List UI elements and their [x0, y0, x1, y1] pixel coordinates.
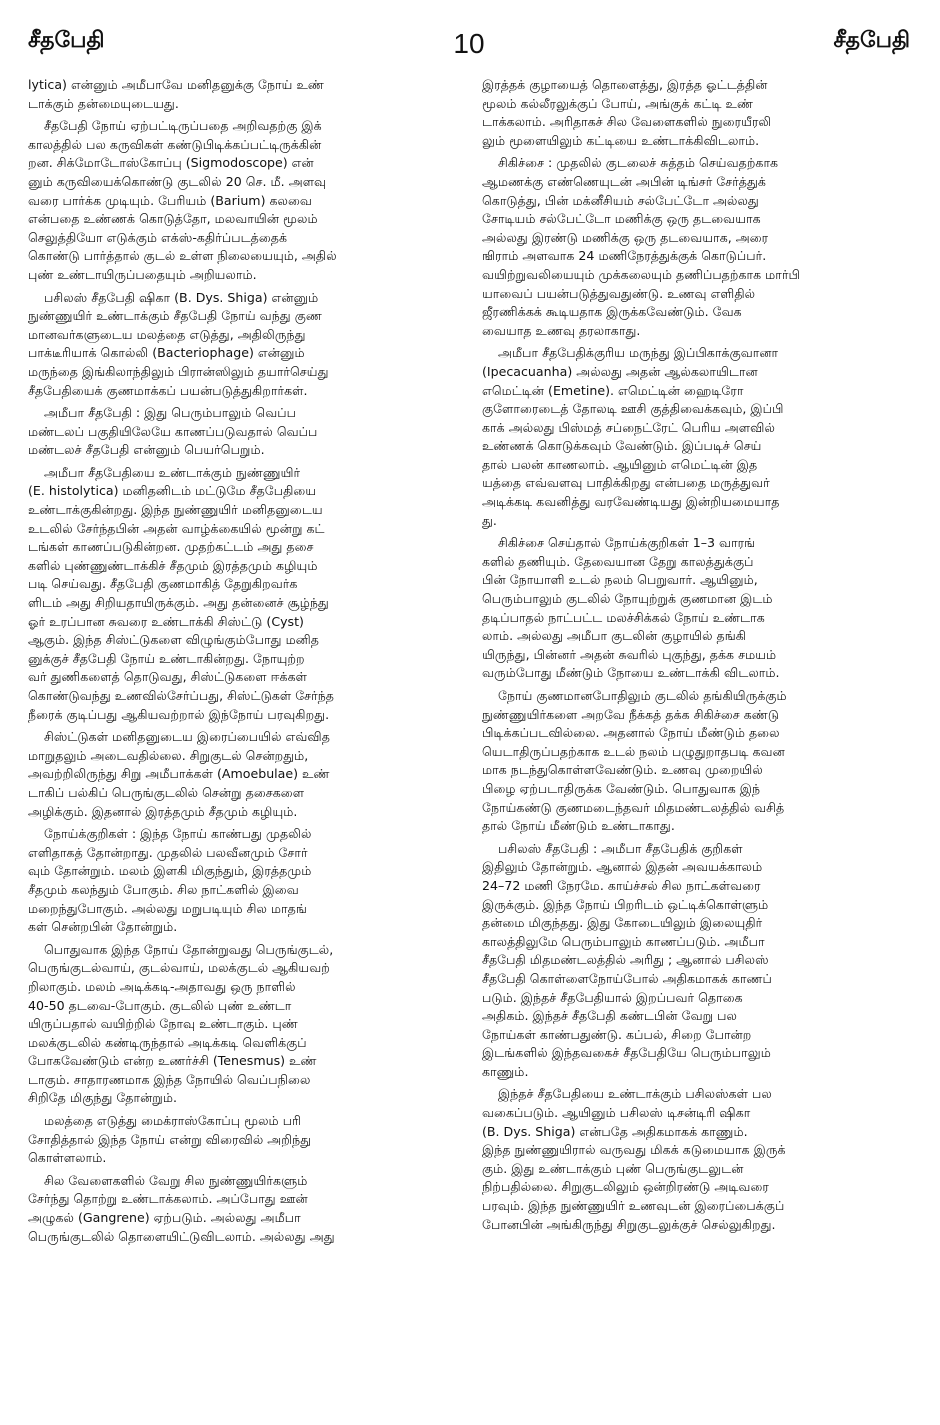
- text-line: பெருங்குடல்வாய், குடல்வாய், மலக்குடல் ஆகியவற்: [28, 960, 330, 976]
- paragraph: [28, 404, 456, 460]
- text-line: (B. Dys. Shiga) என்பதே அதிகமாகக் காணும்.: [482, 1123, 748, 1139]
- text-line: 24–72 மணி நேரமே. காய்ச்சல் சில நாட்கள்வரை: [482, 877, 761, 893]
- text-line: நோய்கண்டு குணமடைந்தவர் மிதமண்டலத்தில் வசித்: [482, 799, 785, 815]
- text-line: றிலாகும். மலம் அடிக்கடி-அதாவது ஒரு நாளில்: [28, 978, 296, 994]
- text-line: ஜீரணிக்கக் கூடியதாக இருக்கவேண்டும். வேக: [482, 304, 742, 320]
- text-line: லாம். அல்லது அமீபா குடலின் குழாயில் தங்கி: [482, 628, 747, 644]
- text-line: இரத்தக் குழாயைத் தொளைத்து, இரத்த ஓட்டத்தின்: [482, 77, 768, 92]
- running-head-right: சீதபேதி: [833, 28, 910, 53]
- paragraph: [482, 344, 910, 530]
- text-line: அமீபா சீதபேதிக்குரிய மருந்து இப்பிகாக்குவானா: [498, 345, 779, 361]
- paragraph: [28, 1172, 456, 1246]
- text-line: கொண்டுவந்து உணவில்சேர்ப்பது, சிஸ்ட்டுகள் சேர்ந்த: [28, 688, 335, 703]
- text-line: நுண்ணுயிர்களை அறவே நீக்கத் தக்க சிகிச்சை கண்டு: [482, 706, 780, 722]
- text-line: னும் கருவியைக்கொண்டு குடலில் 20 செ. மீ. அளவு: [28, 173, 327, 189]
- text-line: றன. சிக்மோடோஸ்கோப்பு (Sigmodoscope) என்: [28, 155, 314, 171]
- text-line: அழுகல் (Gangrene) ஏற்படும். அல்லது அமீபா: [28, 1210, 301, 1226]
- text-line: காக் அல்லது பிஸ்மத் சப்நைட்ரேட் பெரிய அளவில்: [482, 419, 775, 435]
- right-column: [482, 76, 910, 1238]
- text-line: மண்டலச் சீதபேதி என்னும் பெயர்பெறும்.: [28, 442, 265, 458]
- paragraph: [28, 117, 456, 284]
- text-line: வும் தோன்றும். மலம் இளகி மிகுந்தும், இரத்தமும்: [28, 863, 312, 879]
- text-line: மூலம் கல்லீரலுக்குப் போய், அங்குக் கட்டி உண்: [482, 95, 753, 111]
- text-line: நோய்க்குறிகள் : இந்த நோய் காண்பது முதலில்: [44, 826, 312, 842]
- text-line: யிருப்பதால் வயிற்றில் நோவு உண்டாகும். புண்: [28, 1016, 298, 1032]
- text-line: சீதபேதி நோய் ஏற்பட்டிருப்பதை அறிவதற்கு இக்: [44, 118, 322, 134]
- text-line: சிகிச்சை செய்தால் நோய்க்குறிகள் 1–3 வாரங்: [498, 535, 756, 551]
- paragraph: [28, 464, 456, 724]
- text-line: லும் மூளையிலும் கட்டியை உண்டாக்கிவிடலாம்.: [482, 132, 760, 148]
- text-line: வகைப்படும். ஆயினும் பசிலஸ் டிசன்டிரி ஷிகா: [482, 1105, 751, 1121]
- text-line: கொள்ளலாம்.: [28, 1150, 107, 1166]
- text-line: (Ipecacuanha) அல்லது அதன் ஆல்கலாயிடான: [482, 363, 758, 379]
- text-line: அடிக்கடி கவனித்து வரவேண்டியது இன்றியமையாத: [482, 494, 780, 510]
- text-line: என்பதை உண்ணக் கொடுத்தோ, மலவாயின் மூலம்: [28, 211, 318, 227]
- text-line: உடலில் சேர்ந்தபின் அதன் வாழ்க்கையில் மூன்று கட்: [28, 520, 325, 536]
- text-line: உண்டாக்குகின்றது. இந்த நுண்ணுயிர் மனிதனுடைய: [28, 502, 323, 518]
- text-line: நுண்ணுயிர் உண்டாக்கும் சீதபேதி நோய் வந்து குண: [28, 308, 322, 324]
- text-line: நீரைக் குடிப்பது ஆகியவற்றால் இந்நோய் பரவுகிறது.: [28, 706, 330, 722]
- text-line: மண்டலப் பகுதியிலேயே காணப்படுவதால் வெப்ப: [28, 423, 318, 439]
- left-column: [28, 76, 456, 1250]
- text-line: பாக்டீரியாக் கொல்லி (Bacteriophage) என்னும்: [28, 345, 305, 361]
- paragraph: [28, 289, 456, 401]
- text-line: குளோரைடைத் தோலடி ஊசி குத்திவைக்கவும், இப்பி: [482, 401, 784, 417]
- text-line: ஙிராம் அளவாக 24 மணிநேரத்துக்குக் கொடுப்பர்.: [482, 248, 767, 264]
- text-line: அமீபா சீதபேதியை உண்டாக்கும் நுண்ணுயிர்: [44, 464, 301, 480]
- text-line: டாகிப் பல்கிப் பெருங்குடலில் சென்று தசைகளை: [28, 784, 305, 800]
- text-line: சீதமும் கலந்தும் போகும். சில நாட்களில் இவை: [28, 881, 299, 897]
- text-line: சில வேளைகளில் வேறு சில நுண்ணுயிர்களும்: [44, 1172, 308, 1188]
- text-line: வரை பார்க்க முடியும். பேரியம் (Barium) கலவை: [28, 192, 312, 208]
- text-line: பசிலஸ் சீதபேதி : அமீபா சீதபேதிக் குறிகள்: [498, 840, 743, 856]
- text-line: மானவர்களுடைய மலத்தை எடுத்து, அதிலிருந்து: [28, 326, 306, 342]
- paragraph: [28, 728, 456, 821]
- text-line: யெடாதிருப்பதற்காக உடல் நலம் பழுதுறாதபடி கவன: [482, 743, 785, 759]
- text-line: கும். இது உண்டாக்கும் புண் பெருங்குடலுடன்: [482, 1160, 744, 1176]
- text-line: உண்ணக் கொடுக்கவும் வேண்டும். இப்படிச் செய்: [482, 438, 762, 454]
- paragraph: [482, 1085, 910, 1234]
- text-line: செலுத்தியோ எடுக்கும் எக்ஸ்-கதிர்ப்படத்தைக்: [28, 229, 288, 245]
- text-line: ளிடம் அது சிறியதாயிருக்கும். அது தன்னைச் சூழ்ந்து: [28, 595, 329, 611]
- text-line: தால் நோய் மீண்டும் உண்டாகாது.: [482, 818, 675, 834]
- text-line: 40-50 தடவை-போகும். குடலில் புண் உண்டா: [28, 997, 292, 1013]
- text-line: சேர்ந்து தொற்று உண்டாக்கலாம். அப்போது ஊன்: [28, 1191, 308, 1207]
- text-line: டாக்கும் தன்மையுடையது.: [28, 95, 179, 111]
- text-line: வரும்போது மீண்டும் நோயை உண்டாக்கி விடலாம்.: [482, 665, 780, 681]
- text-line: யிருந்து, பின்னர் அதன் சுவரில் புகுந்து, தக்க சமயம்: [482, 646, 777, 662]
- text-line: பசிலஸ் சீதபேதி ஷிகா (B. Dys. Shiga) என்னும்: [44, 289, 319, 305]
- paragraph: [28, 1112, 456, 1168]
- page-number: 10: [453, 28, 485, 59]
- text-line: மலக்குடலில் கண்டிருந்தால் அடிக்கடி வெளிக்குப்: [28, 1034, 307, 1050]
- text-line: இருக்கும். இந்த நோய் பிறரிடம் ஒட்டிக்கொள்ளும்: [482, 896, 769, 912]
- text-line: சீதபேதி மிதமண்டலத்தில் அரிது ; ஆனால் பசிலஸ்: [482, 952, 769, 968]
- text-line: அமீபா சீதபேதி : இது பெரும்பாலும் வெப்ப: [44, 405, 296, 421]
- text-line: அதிகம். இந்தச் சீதபேதி கண்டபின் வேறு பல: [482, 1008, 737, 1024]
- text-line: சிறிதே மிகுந்து தோன்றும்.: [28, 1090, 177, 1106]
- text-line: தால் பலன் காணலாம். ஆயினும் எமெட்டின் இத: [482, 456, 758, 472]
- text-line: சீதபேதி கொள்ளைநோய்போல் அதிகமாகக் காணப்: [482, 970, 772, 986]
- text-line: (E. histolytica) மனிதனிடம் மட்டுமே சீதபேதியை: [28, 483, 317, 499]
- text-line: நோய்கள் காண்பதுண்டு. கப்பல், சிறை போன்ற: [482, 1026, 752, 1042]
- text-line: சோதித்தால் இந்த நோய் என்று விரைவில் அறிந்து: [28, 1131, 312, 1147]
- text-line: பெருங்குடலில் தொளையிட்டுவிடலாம். அல்லது அது: [28, 1228, 335, 1244]
- text-line: மறைந்துபோகும். அல்லது மறுபடியும் சில மாதங்: [28, 900, 307, 916]
- text-line: போகவேண்டும் என்ற உணர்ச்சி (Tenesmus) உண்: [28, 1053, 317, 1069]
- text-line: சீதபேதியைக் குணமாக்கப் பயன்படுத்துகிறார்கள்.: [28, 382, 308, 398]
- text-line: வயிற்றுவலியையும் முக்கலையும் தணிப்பதற்காக மார்பி: [482, 266, 800, 282]
- text-line: படும். இந்தச் சீதபேதியால் இறப்பவர் தொகை: [482, 989, 743, 1005]
- text-line: இதிலும் தோன்றும். ஆனால் இதன் அவயக்காலம்: [482, 859, 763, 875]
- text-line: பெரும்பாலும் குடலில் நோயுற்றுக் குணமான இடம்: [482, 591, 773, 607]
- text-line: மாறுதலும் அடைவதில்லை. சிறுகுடல் சென்றதும்,: [28, 747, 309, 763]
- text-line: டங்கள் காணப்படுகின்றன. முதற்கட்டம் அது தசை: [28, 539, 314, 555]
- text-line: டாகும். சாதாரணமாக இந்த நோயில் வெப்பநிலை: [28, 1071, 311, 1087]
- text-line: து.: [482, 512, 497, 528]
- paragraph: [482, 534, 910, 683]
- text-line: அல்லது இரண்டு மணிக்கு ஒரு தடவையாக, அரை: [482, 229, 769, 245]
- text-line: வையாத உணவு தரலாகாது.: [482, 322, 641, 338]
- text-line: பின் நோயாளி உடல் நலம் பெறுவார். ஆயினும்,: [482, 572, 758, 588]
- text-line: பிடிக்கப்படவில்லை. அதனால் நோய் மீண்டும் தலை: [482, 725, 780, 741]
- text-line: களில் புண்ணுண்டாக்கிச் சீதமும் இரத்தமும் கழியும்: [28, 557, 318, 573]
- text-line: கொண்டு பார்த்தால் குடல் உள்ள நிலையையும், அதில்: [28, 248, 337, 264]
- text-line: யாவைப் பயன்படுத்துவதுண்டு. உணவு எளிதில்: [482, 285, 756, 301]
- text-line: காணும்.: [482, 1063, 529, 1079]
- text-line: டாக்கலாம். அரிதாகச் சில வேளைகளில் நுரையீரலி: [482, 114, 772, 130]
- text-line: சோடியம் சல்பேட்டோ மணிக்கு ஒரு தடவையாக: [482, 211, 761, 227]
- text-line: நிற்பதில்லை. சிறுகுடலிலும் ஒன்றிரண்டு அடிவரை: [482, 1179, 769, 1195]
- text-line: போனபின் அங்கிருந்து சிறுகுடலுக்குச் செல்லுகிறது.: [482, 1216, 776, 1232]
- text-line: பிழை ஏற்படாதிருக்க வேண்டும். பொதுவாக இந்: [482, 780, 761, 796]
- paragraph: [482, 154, 910, 340]
- text-line: மருந்தை இங்கிலாந்திலும் பிரான்ஸிலும் தயார்செய்து: [28, 363, 329, 379]
- text-line: கள் சென்றபின் தோன்றும்.: [28, 919, 178, 935]
- text-line: னுக்குச் சீதபேதி நோய் உண்டாகின்றது. நோயுற்ற: [28, 650, 305, 666]
- paragraph: [482, 840, 910, 1082]
- text-line: வர் துணிகளைத் தொடுவது, சிஸ்ட்டுகளை ஈக்கள்: [28, 669, 307, 685]
- text-line: ஆமணக்கு எண்ணெயுடன் அபின் டிங்சர் சேர்த்துக்: [482, 173, 766, 189]
- text-line: தன்மை மிகுந்தது. இது கோடையிலும் இலையுதிர்: [482, 915, 763, 931]
- text-line: காலத்தில் பல கருவிகள் கண்டுபிடிக்கப்பட்டிருக்கின்: [28, 136, 322, 152]
- text-line: களில் தணியும். தேவையான தேறு காலத்துக்குப்: [482, 553, 754, 569]
- text-line: படி செய்வது. சீதபேதி குணமாகித் தேறுகிறவர்க: [28, 576, 298, 592]
- text-line: தடிப்பாதல் நாட்பட்ட மலச்சிக்கல் நோய் உண்டாக: [482, 609, 765, 625]
- text-line: இந்த நுண்ணுயிரால் வருவது மிகக் கடுமையாக இருக்: [482, 1142, 786, 1158]
- text-line: அவற்றிலிருந்து சிறு அமீபாக்கள் (Amoebulae) உண்: [28, 766, 330, 782]
- text-line: நோய் குணமானபோதிலும் குடலில் தங்கியிருக்கும்: [498, 688, 787, 703]
- text-line: ஆகும். இந்த சிஸ்ட்டுகளை விழுங்கும்போது மனித: [28, 632, 320, 648]
- text-line: கொடுத்து, பின் மக்னீசியம் சல்பேட்டோ அல்லது: [482, 192, 759, 208]
- text-line: எமெட்டின் (Emetine). எமெட்டின் ஹைடிரோ: [482, 382, 744, 398]
- paragraph: [482, 687, 910, 836]
- text-line: புண் உண்டாயிருப்பதையும் அறியலாம்.: [28, 266, 257, 282]
- text-line: சிகிச்சை : முதலில் குடலைச் சுத்தம் செய்வதற்காக: [498, 155, 779, 171]
- text-line: lytica) என்னும் அமீபாவே மனிதனுக்கு நோய் உண்: [28, 77, 324, 92]
- text-line: சிஸ்ட்டுகள் மனிதனுடைய இரைப்பையில் எவ்வித: [44, 729, 330, 745]
- running-head-left: சீதபேதி: [28, 28, 105, 53]
- paragraph: [482, 76, 910, 150]
- text-line: மாக நடந்துகொள்ளவேண்டும். உணவு முறையில்: [482, 762, 763, 778]
- text-line: யத்தை எவ்வளவு பாதிக்கிறது என்பதை மருத்துவர்: [482, 475, 770, 491]
- text-line: இந்தச் சீதபேதியை உண்டாக்கும் பசிலஸ்கள் பல: [498, 1086, 772, 1102]
- text-line: மலத்தை எடுத்து மைக்ராஸ்கோப்பு மூலம் பரி: [44, 1113, 302, 1129]
- paragraph: [28, 825, 456, 937]
- paragraph: [28, 76, 456, 113]
- text-line: ஓர் உரப்பான சுவரை உண்டாக்கி சிஸ்ட்டு (Cyst): [28, 613, 304, 629]
- text-line: பரவும். இந்த நுண்ணுயிர் உணவுடன் இரைப்பைக்குப்: [482, 1198, 785, 1214]
- text-line: பொதுவாக இந்த நோய் தோன்றுவது பெருங்குடல்,: [44, 941, 334, 957]
- text-line: காலத்திலுமே பெரும்பாலும் காணப்படும். அமீபா: [482, 933, 765, 949]
- page-header: [28, 28, 910, 64]
- text-line: இடங்களில் இந்தவகைச் சீதபேதியே பெரும்பாலும்: [482, 1045, 771, 1061]
- paragraph: [28, 941, 456, 1108]
- text-line: அழிக்கும். இதனால் இரத்தமும் சீதமும் கழியும்.: [28, 803, 298, 819]
- text-line: எளிதாகத் தோன்றாது. முதலில் பலவீனமும் சோர்: [28, 844, 308, 860]
